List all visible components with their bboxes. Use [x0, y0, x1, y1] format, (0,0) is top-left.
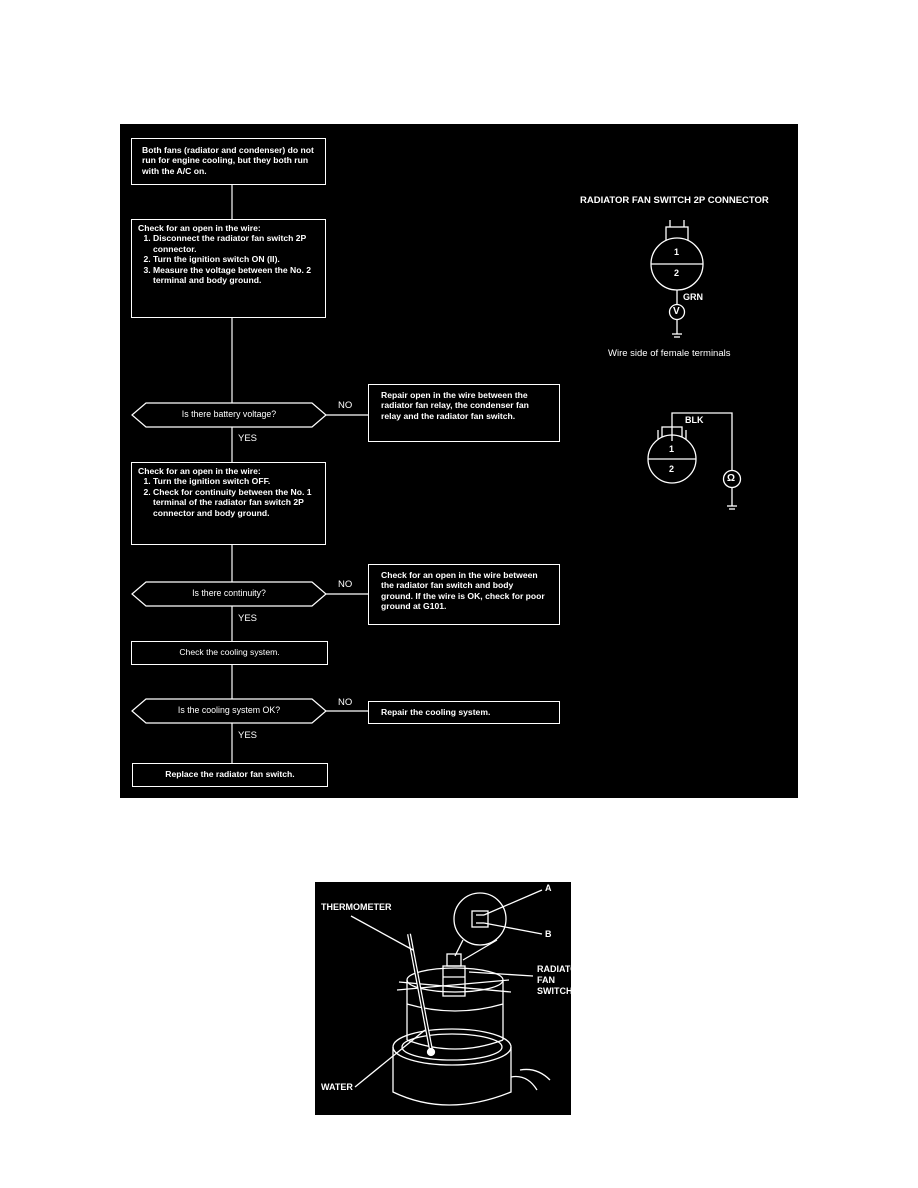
check-ground-text: Check for an open in the wire between the radiator fan switch and body ground. If the wire is OK, check for poor ground at G101. [381, 570, 545, 612]
yes-label: YES [238, 433, 258, 444]
step-item: 2. Check for continuity between the No. 1 terminal of the radiator fan switch 2P connector and body ground. [153, 487, 319, 518]
water-label: WATER [321, 1082, 353, 1092]
check-ground-box [368, 564, 560, 625]
check-cooling-box [131, 641, 328, 665]
ohmmeter-icon: Ω [727, 473, 736, 484]
switch-label-line: FAN [537, 975, 555, 985]
test-setup-illustration [315, 882, 584, 1115]
step-item: 1. Turn the ignition switch OFF. [153, 476, 319, 486]
terminal-2-label: 2 [674, 268, 680, 278]
leader-line-a [484, 890, 542, 915]
no-label: NO [338, 579, 353, 590]
check-open-title-2: Check for an open in the wire: [138, 466, 261, 476]
check-open-steps-2 [138, 476, 319, 518]
replace-switch-text: Replace the radiator fan switch. [165, 769, 295, 779]
connector-diagram-voltage [651, 220, 703, 337]
check-open-title-1: Check for an open in the wire: [138, 223, 261, 233]
leader-line-switch [469, 972, 533, 976]
decision-cooling-question: Is the cooling system OK? [177, 705, 281, 715]
leader-line-thermometer [351, 916, 413, 950]
support-rod [397, 980, 509, 990]
step-item: 3. Measure the voltage between the No. 2 terminal and body ground. [153, 265, 319, 286]
no-label: NO [338, 400, 353, 411]
burner-rim [402, 1034, 502, 1060]
check-open-wire-box-1 [131, 219, 326, 318]
check-cooling-text: Check the cooling system. [179, 647, 280, 657]
voltmeter-icon: V [673, 306, 680, 317]
switch-label-line: RADIATOR [537, 964, 584, 974]
leader-line-water [355, 1030, 425, 1087]
terminal-pins [472, 911, 488, 927]
repair-open-text: Repair open in the wire between the radiator fan relay, the condenser fan relay and the radiator fan switch. [381, 390, 529, 421]
container-bottom [407, 1040, 503, 1049]
check-open-steps-1 [138, 233, 319, 285]
burner-base [393, 1047, 511, 1105]
check-open-wire-box-2 [131, 462, 326, 545]
leader-line-b [484, 923, 542, 934]
step-item: 2. Turn the ignition switch ON (II). [153, 254, 319, 264]
connector-title: RADIATOR FAN SWITCH 2P CONNECTOR [580, 195, 769, 206]
terminal-1-label: 1 [674, 247, 680, 257]
power-cord [511, 1077, 537, 1090]
start-box [131, 138, 326, 185]
no-label: NO [338, 697, 353, 708]
green-wire-label: GRN [683, 292, 703, 302]
terminal-b-label: B [545, 929, 552, 939]
repair-cooling-text: Repair the cooling system. [381, 707, 491, 717]
terminal-2-label: 2 [669, 464, 675, 474]
flowchart-panel [120, 124, 798, 798]
yes-label: YES [238, 730, 258, 741]
magnified-view [454, 893, 506, 945]
connector-diagram-continuity [648, 413, 741, 509]
terminal-1-label: 1 [669, 444, 675, 454]
thermometer-bulb [428, 1049, 435, 1056]
switch-label-line: SWITCH [537, 986, 573, 996]
black-wire-label: BLK [685, 415, 704, 425]
fan-switch-connector [447, 954, 461, 966]
repair-cooling-box [368, 701, 560, 724]
terminal-a-label: A [545, 883, 552, 893]
thermometer-label: THERMOMETER [321, 902, 392, 912]
decision-continuity-question: Is there continuity? [192, 588, 266, 598]
replace-switch-box [132, 763, 328, 787]
yes-label: YES [238, 613, 258, 624]
start-text: Both fans (radiator and condenser) do not run for engine cooling, but they both run with the A/C on. [142, 145, 314, 176]
test-setup-drawing [315, 882, 571, 1115]
step-item: 1. Disconnect the radiator fan switch 2P connector. [153, 233, 319, 254]
repair-open-box [368, 384, 560, 442]
connector-caption: Wire side of female terminals [608, 348, 731, 359]
decision-voltage-question: Is there battery voltage? [181, 409, 277, 419]
radiator-fan-switch-label [537, 964, 584, 997]
